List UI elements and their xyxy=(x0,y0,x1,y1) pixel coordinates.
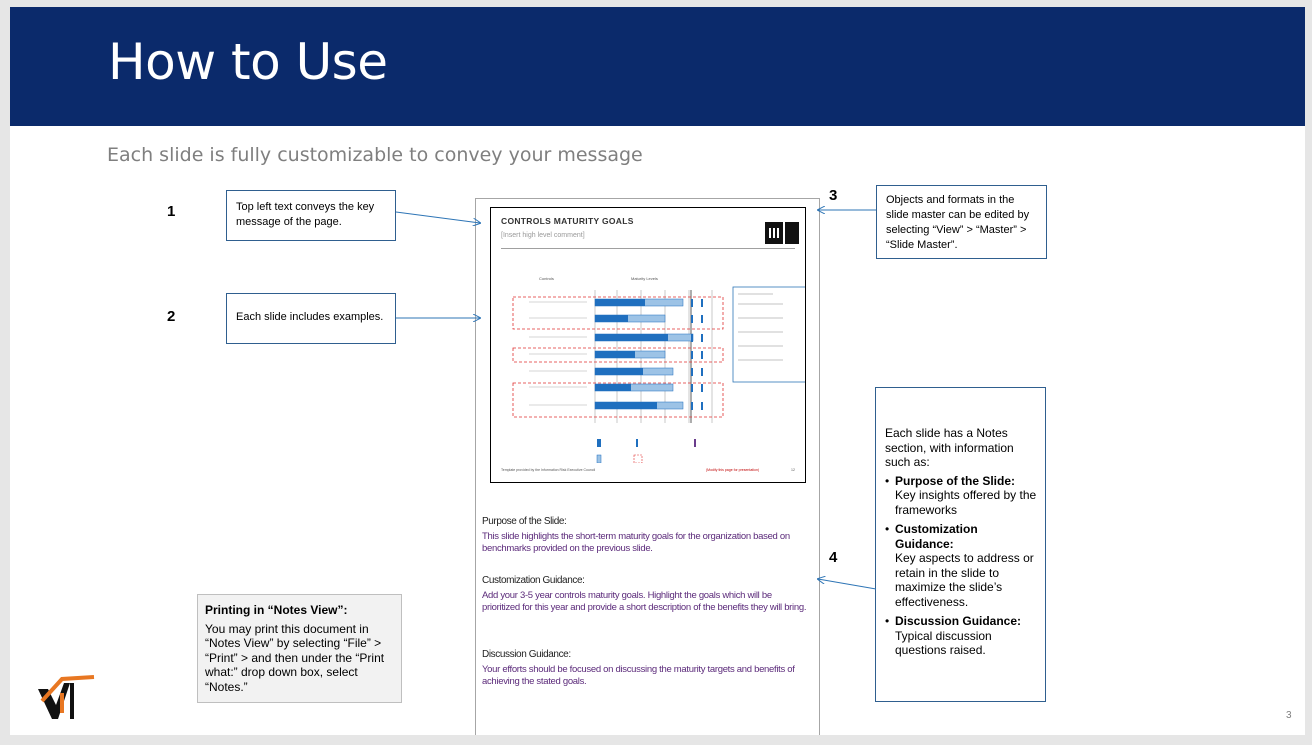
notes-body: This slide highlights the short-term maturity goals for the organization based on benchmarks provided on the previous slide. xyxy=(482,531,790,554)
thumbnail-comment: [Insert high level comment] xyxy=(501,232,585,239)
thumbnail-page-number: 12 xyxy=(791,468,795,472)
slide-subtitle: Each slide is fully customizable to convey your message xyxy=(107,144,643,166)
list-item-heading: Purpose of the Slide: xyxy=(895,473,1016,488)
callout-number-1: 1 xyxy=(167,203,176,220)
notes-callout-intro: Each slide has a Notes section, with information such as: xyxy=(885,426,1014,469)
callout-number-3: 3 xyxy=(829,187,838,204)
thumbnail-footer-note: (Modify this page for presentation) xyxy=(706,468,760,472)
printing-box-text: You may print this document in “Notes View” by selecting “File” > “Print” > and then under the “Print what:” drop down box, select “Notes.” xyxy=(205,621,385,694)
list-item-heading: Customization Guidance: xyxy=(895,522,978,551)
printing-box-heading: Printing in “Notes View”: xyxy=(205,603,348,617)
list-item-heading: Discussion Guidance: xyxy=(895,614,1022,628)
callout-arrows xyxy=(10,7,1305,735)
arrow-1 xyxy=(396,212,480,223)
callout-key-message-text: Top left text conveys the key message of the page. xyxy=(236,201,375,228)
callout-number-2: 2 xyxy=(167,308,176,325)
list-item-text: Key aspects to address or retain in the slide to maximize the slide’s effectiveness. xyxy=(895,551,1034,609)
callout-slide-master-text: Objects and formats in the slide master can be edited by selecting “View” > “Master” > “Slide Master”. xyxy=(886,194,1030,251)
page-number: 3 xyxy=(1286,710,1292,721)
callout-examples-text: Each slide includes examples. xyxy=(236,311,384,323)
notes-body: Your efforts should be focused on discussing the maturity targets and benefits of achieving the stated goals. xyxy=(482,664,795,687)
thumbnail-title: CONTROLS MATURITY GOALS xyxy=(501,216,634,226)
brand-logo-icon xyxy=(34,675,98,721)
arrow-4 xyxy=(818,579,876,589)
slide xyxy=(10,7,1305,735)
notes-heading: Purpose of the Slide: xyxy=(482,516,567,527)
svg-text:Maturity Levels: Maturity Levels xyxy=(631,276,658,281)
slide-title: How to Use xyxy=(108,33,388,91)
callout-number-4: 4 xyxy=(829,549,838,566)
list-item-text: Typical discussion questions raised. xyxy=(895,628,992,657)
thumbnail-footer: Template provided by the Information Risk Executive Council xyxy=(501,468,596,472)
notes-body: Add your 3-5 year controls maturity goals. Highlight the goals which will be prioritized for this year and provide a short description of the benefits they will bring. xyxy=(482,590,807,613)
notes-heading: Discussion Guidance: xyxy=(482,649,571,660)
svg-text:Controls: Controls xyxy=(539,276,554,281)
list-item-text: Key insights offered by the frameworks xyxy=(895,488,1037,517)
notes-heading: Customization Guidance: xyxy=(482,575,585,586)
